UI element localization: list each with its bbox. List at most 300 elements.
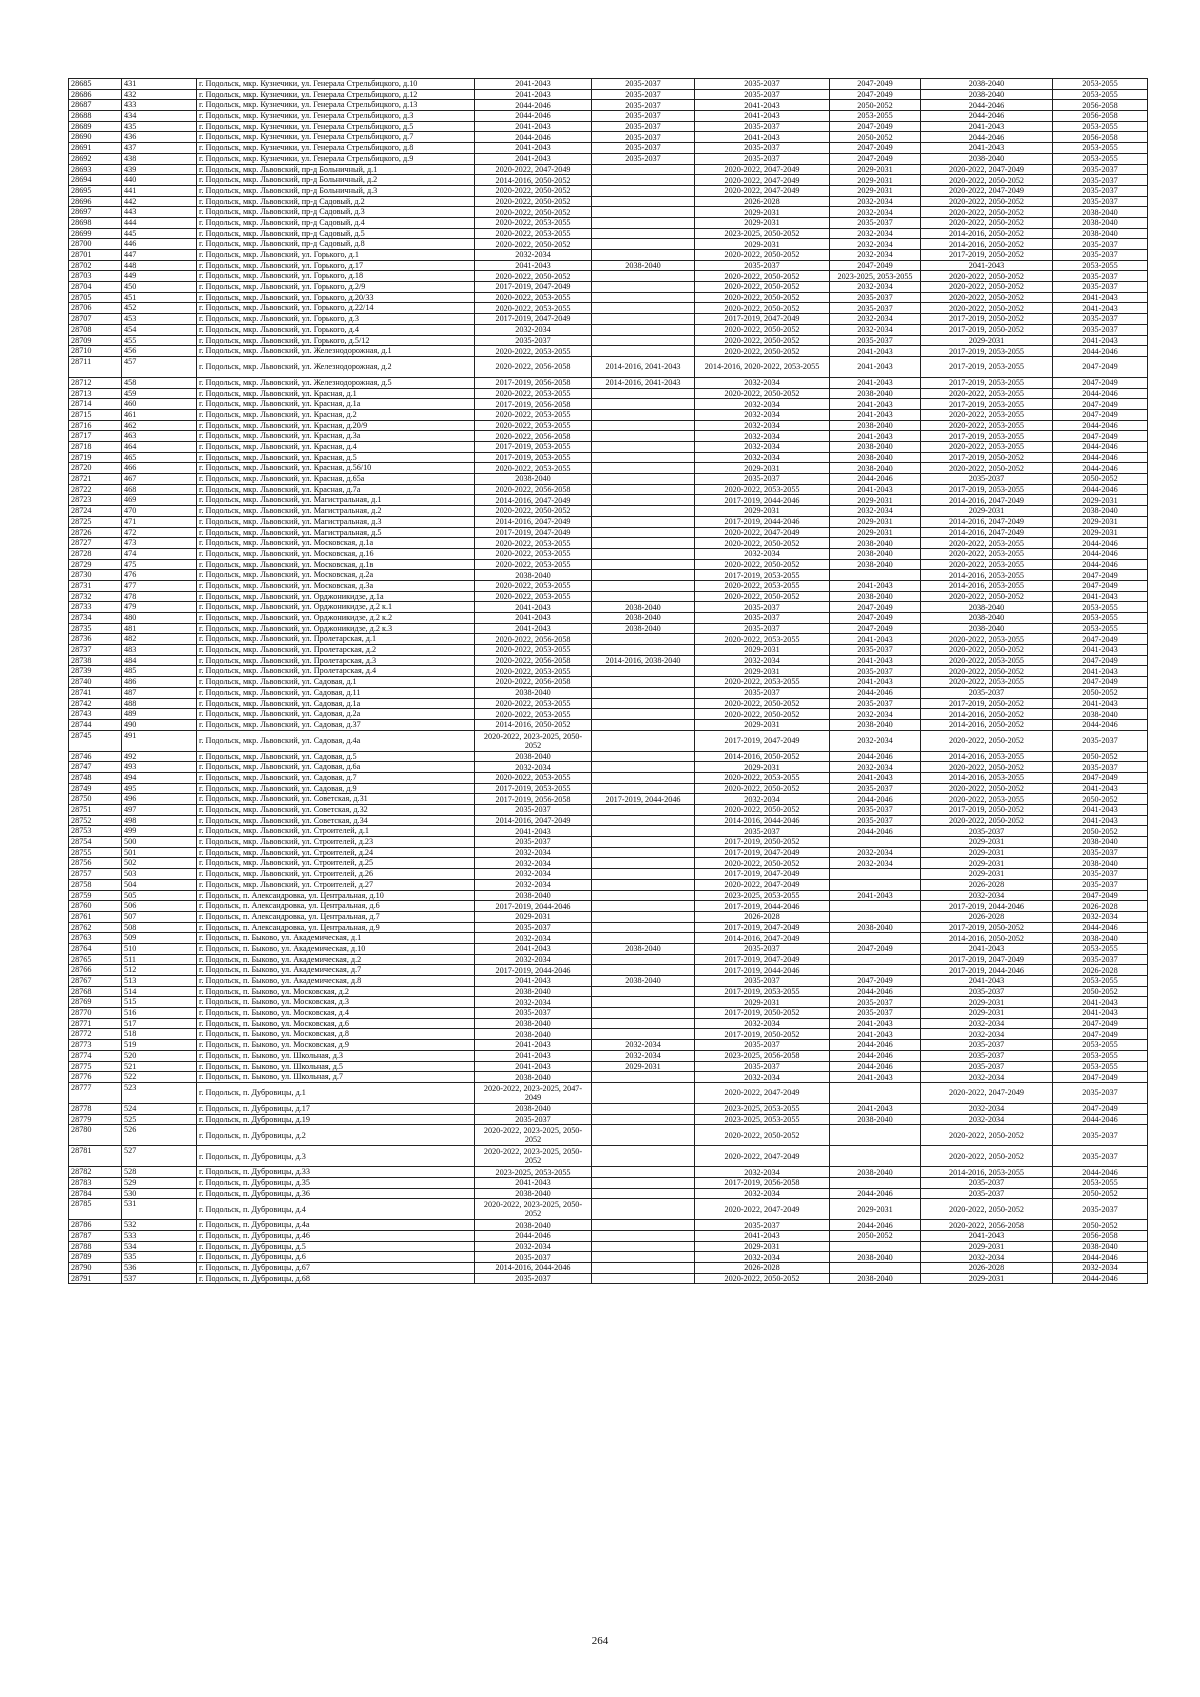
address-cell: г. Подольск, мкр. Львовский, ул. Садовая, д.4а (197, 730, 475, 751)
period-cell-5: 2020-2022, 2050-2052 (921, 1125, 1053, 1146)
period-cell-6: 2035-2037 (1053, 730, 1148, 751)
table-row (69, 196, 1148, 207)
period-cell-3: 2020-2022, 2047-2049 (695, 1199, 830, 1220)
table-row (69, 709, 1148, 720)
table-row (69, 260, 1148, 271)
period-cell-1: 2041-2043 (475, 260, 592, 271)
period-cell-4: 2035-2037 (830, 698, 921, 709)
row-number-cell: 442 (122, 196, 197, 207)
row-number-cell: 537 (122, 1273, 197, 1284)
period-cell-6: 2035-2037 (1053, 239, 1148, 250)
period-cell-2: 2035-2037 (592, 111, 695, 122)
record-id-cell: 28766 (69, 965, 122, 976)
period-cell-3: 2041-2043 (695, 100, 830, 111)
period-cell-1: 2014-2016, 2050-2052 (475, 719, 592, 730)
address-cell: г. Подольск, мкр. Львовский, ул. Железнодорожная, д.1 (197, 346, 475, 357)
address-cell: г. Подольск, мкр. Львовский, ул. Садовая, д.1 (197, 677, 475, 688)
period-cell-5: 2017-2019, 2050-2052 (921, 314, 1053, 325)
period-cell-4: 2038-2040 (830, 1273, 921, 1284)
period-cell-2: 2038-2040 (592, 976, 695, 987)
period-cell-4: 2050-2052 (830, 1231, 921, 1242)
period-cell-3: 2032-2034 (695, 1188, 830, 1199)
record-id-cell: 28789 (69, 1252, 122, 1263)
table-row (69, 228, 1148, 239)
period-cell-4: 2044-2046 (830, 826, 921, 837)
period-cell-2 (592, 303, 695, 314)
period-cell-5: 2032-2034 (921, 1114, 1053, 1125)
address-cell: г. Подольск, мкр. Львовский, ул. Орджоникидзе, д.2 к.1 (197, 602, 475, 613)
period-cell-6: 2041-2043 (1053, 335, 1148, 346)
record-id-cell: 28747 (69, 762, 122, 773)
period-cell-5: 2017-2019, 2053-2055 (921, 377, 1053, 388)
period-cell-4 (830, 954, 921, 965)
address-cell: г. Подольск, мкр. Львовский, ул. Красная, д.5 (197, 452, 475, 463)
table-row (69, 1050, 1148, 1061)
period-cell-3: 2029-2031 (695, 239, 830, 250)
record-id-cell: 28758 (69, 879, 122, 890)
period-cell-1: 2020-2022, 2056-2058 (475, 677, 592, 688)
period-cell-3: 2041-2043 (695, 132, 830, 143)
period-cell-6: 2035-2037 (1053, 196, 1148, 207)
record-id-cell: 28780 (69, 1125, 122, 1146)
period-cell-3: 2014-2016, 2050-2052 (695, 751, 830, 762)
row-number-cell: 533 (122, 1231, 197, 1242)
period-cell-1: 2017-2019, 2056-2058 (475, 794, 592, 805)
period-cell-3: 2032-2034 (695, 794, 830, 805)
period-cell-6: 2035-2037 (1053, 185, 1148, 196)
period-cell-1: 2020-2022, 2050-2052 (475, 207, 592, 218)
period-cell-3: 2035-2037 (695, 826, 830, 837)
period-cell-4: 2047-2049 (830, 79, 921, 90)
period-cell-1: 2032-2034 (475, 762, 592, 773)
period-cell-4: 2035-2037 (830, 815, 921, 826)
period-cell-4: 2041-2043 (830, 677, 921, 688)
table-row (69, 719, 1148, 730)
period-cell-4: 2041-2043 (830, 346, 921, 357)
period-cell-6: 2047-2049 (1053, 570, 1148, 581)
address-cell: г. Подольск, п. Дубровицы, д.46 (197, 1231, 475, 1242)
period-cell-1: 2035-2037 (475, 837, 592, 848)
row-number-cell: 516 (122, 1008, 197, 1019)
period-cell-4: 2032-2034 (830, 730, 921, 751)
period-cell-1: 2017-2019, 2047-2049 (475, 282, 592, 293)
period-cell-6: 2038-2040 (1053, 506, 1148, 517)
period-cell-1: 2041-2043 (475, 602, 592, 613)
period-cell-4: 2029-2031 (830, 185, 921, 196)
period-cell-4: 2032-2034 (830, 239, 921, 250)
table-row (69, 1199, 1148, 1220)
table-row (69, 442, 1148, 453)
period-cell-4: 2038-2040 (830, 420, 921, 431)
table-row (69, 282, 1148, 293)
table-row (69, 815, 1148, 826)
row-number-cell: 447 (122, 250, 197, 261)
period-cell-6: 2056-2058 (1053, 111, 1148, 122)
period-cell-6: 2035-2037 (1053, 164, 1148, 175)
record-id-cell: 28704 (69, 282, 122, 293)
period-cell-1: 2041-2043 (475, 1177, 592, 1188)
record-id-cell: 28690 (69, 132, 122, 143)
row-number-cell: 474 (122, 548, 197, 559)
record-id-cell: 28769 (69, 997, 122, 1008)
period-cell-3: 2032-2034 (695, 1072, 830, 1083)
period-cell-4: 2041-2043 (830, 377, 921, 388)
period-cell-4: 2041-2043 (830, 431, 921, 442)
table-row (69, 185, 1148, 196)
period-cell-2 (592, 911, 695, 922)
period-cell-1: 2032-2034 (475, 869, 592, 880)
period-cell-2: 2038-2040 (592, 613, 695, 624)
period-cell-3: 2017-2019, 2047-2049 (695, 847, 830, 858)
period-cell-4: 2050-2052 (830, 100, 921, 111)
period-cell-6: 2050-2052 (1053, 1188, 1148, 1199)
row-number-cell: 451 (122, 292, 197, 303)
period-cell-6: 2041-2043 (1053, 997, 1148, 1008)
table-row (69, 911, 1148, 922)
period-cell-2 (592, 239, 695, 250)
address-cell: г. Подольск, п. Дубровицы, д.4а (197, 1220, 475, 1231)
record-id-cell: 28745 (69, 730, 122, 751)
row-number-cell: 454 (122, 324, 197, 335)
table-row (69, 474, 1148, 485)
period-cell-6: 2044-2046 (1053, 548, 1148, 559)
row-number-cell: 491 (122, 730, 197, 751)
address-cell: г. Подольск, мкр. Львовский, ул. Красная, д.3а (197, 431, 475, 442)
period-cell-6: 2044-2046 (1053, 1114, 1148, 1125)
period-cell-5: 2038-2040 (921, 153, 1053, 164)
period-cell-2 (592, 933, 695, 944)
record-id-cell: 28735 (69, 623, 122, 634)
table-row (69, 1188, 1148, 1199)
period-cell-5: 2038-2040 (921, 602, 1053, 613)
period-cell-4 (830, 901, 921, 912)
table-row (69, 677, 1148, 688)
period-cell-6: 2050-2052 (1053, 986, 1148, 997)
record-id-cell: 28732 (69, 591, 122, 602)
period-cell-3: 2020-2022, 2047-2049 (695, 879, 830, 890)
period-cell-5: 2020-2022, 2050-2052 (921, 762, 1053, 773)
period-cell-2 (592, 666, 695, 677)
period-cell-3: 2020-2022, 2050-2052 (695, 858, 830, 869)
record-id-cell: 28785 (69, 1199, 122, 1220)
period-cell-6: 2047-2049 (1053, 409, 1148, 420)
period-cell-4: 2047-2049 (830, 121, 921, 132)
period-cell-4 (830, 933, 921, 944)
period-cell-3: 2020-2022, 2053-2055 (695, 580, 830, 591)
record-id-cell: 28701 (69, 250, 122, 261)
period-cell-6: 2044-2046 (1053, 420, 1148, 431)
period-cell-4: 2044-2046 (830, 1040, 921, 1051)
period-cell-6: 2053-2055 (1053, 260, 1148, 271)
address-cell: г. Подольск, мкр. Львовский, пр-д Садовый, д.8 (197, 239, 475, 250)
period-cell-4: 2041-2043 (830, 634, 921, 645)
record-id-cell: 28721 (69, 474, 122, 485)
table-row (69, 175, 1148, 186)
period-cell-6: 2038-2040 (1053, 1241, 1148, 1252)
period-cell-5: 2020-2022, 2050-2052 (921, 666, 1053, 677)
address-cell: г. Подольск, п. Быково, ул. Московская, д.8 (197, 1029, 475, 1040)
period-cell-5: 2020-2022, 2050-2052 (921, 217, 1053, 228)
record-id-cell: 28712 (69, 377, 122, 388)
period-cell-2 (592, 1103, 695, 1114)
period-cell-3: 2017-2019, 2056-2058 (695, 1177, 830, 1188)
address-cell: г. Подольск, мкр. Львовский, ул. Магистральная, д.5 (197, 527, 475, 538)
period-cell-5: 2017-2019, 2050-2052 (921, 324, 1053, 335)
period-cell-5: 2014-2016, 2053-2055 (921, 580, 1053, 591)
address-cell: г. Подольск, мкр. Львовский, ул. Строителей, д.27 (197, 879, 475, 890)
period-cell-1: 2017-2019, 2053-2055 (475, 452, 592, 463)
period-cell-3: 2035-2037 (695, 89, 830, 100)
table-row (69, 666, 1148, 677)
address-cell: г. Подольск, п. Дубровицы, д.2 (197, 1125, 475, 1146)
record-id-cell: 28754 (69, 837, 122, 848)
period-cell-2 (592, 591, 695, 602)
period-cell-1: 2020-2022, 2023-2025, 2050-2052 (475, 730, 592, 751)
period-cell-5: 2020-2022, 2050-2052 (921, 783, 1053, 794)
row-number-cell: 485 (122, 666, 197, 677)
period-cell-3: 2035-2037 (695, 1061, 830, 1072)
period-cell-1: 2041-2043 (475, 943, 592, 954)
period-cell-2: 2035-2037 (592, 89, 695, 100)
record-id-cell: 28737 (69, 645, 122, 656)
period-cell-3: 2020-2022, 2053-2055 (695, 634, 830, 645)
table-row (69, 100, 1148, 111)
record-id-cell: 28719 (69, 452, 122, 463)
period-cell-5: 2026-2028 (921, 879, 1053, 890)
period-cell-5: 2020-2022, 2050-2052 (921, 175, 1053, 186)
record-id-cell: 28722 (69, 484, 122, 495)
period-cell-3: 2023-2025, 2050-2052 (695, 228, 830, 239)
period-cell-2: 2038-2040 (592, 260, 695, 271)
address-cell: г. Подольск, мкр. Кузнечики, ул. Генерала Стрельбицкого, д.7 (197, 132, 475, 143)
period-cell-4 (830, 1241, 921, 1252)
row-number-cell: 469 (122, 495, 197, 506)
record-id-cell: 28723 (69, 495, 122, 506)
period-cell-6: 2035-2037 (1053, 762, 1148, 773)
period-cell-3: 2017-2019, 2047-2049 (695, 922, 830, 933)
table-row (69, 388, 1148, 399)
table-row (69, 314, 1148, 325)
period-cell-1: 2020-2022, 2050-2052 (475, 196, 592, 207)
period-cell-5: 2020-2022, 2053-2055 (921, 559, 1053, 570)
period-cell-6: 2047-2049 (1053, 634, 1148, 645)
period-cell-5: 2020-2022, 2053-2055 (921, 655, 1053, 666)
period-cell-4 (830, 911, 921, 922)
period-cell-3: 2020-2022, 2050-2052 (695, 335, 830, 346)
row-number-cell: 536 (122, 1263, 197, 1274)
period-cell-5: 2026-2028 (921, 1263, 1053, 1274)
period-cell-3: 2035-2037 (695, 613, 830, 624)
period-cell-6: 2038-2040 (1053, 858, 1148, 869)
table-row (69, 976, 1148, 987)
period-cell-5: 2014-2016, 2047-2049 (921, 527, 1053, 538)
period-cell-6: 2044-2046 (1053, 922, 1148, 933)
address-cell: г. Подольск, мкр. Львовский, ул. Строителей, д.25 (197, 858, 475, 869)
period-cell-1: 2041-2043 (475, 623, 592, 634)
row-number-cell: 530 (122, 1188, 197, 1199)
period-cell-1: 2020-2022, 2053-2055 (475, 409, 592, 420)
period-cell-5: 2017-2019, 2050-2052 (921, 452, 1053, 463)
period-cell-1: 2035-2037 (475, 1114, 592, 1125)
table-row (69, 1040, 1148, 1051)
record-id-cell: 28724 (69, 506, 122, 517)
period-cell-1: 2041-2043 (475, 613, 592, 624)
table-row (69, 1114, 1148, 1125)
record-id-cell: 28699 (69, 228, 122, 239)
period-cell-4: 2035-2037 (830, 645, 921, 656)
period-cell-3: 2035-2037 (695, 1220, 830, 1231)
row-number-cell: 499 (122, 826, 197, 837)
row-number-cell: 475 (122, 559, 197, 570)
address-cell: г. Подольск, п. Дубровицы, д.33 (197, 1167, 475, 1178)
row-number-cell: 515 (122, 997, 197, 1008)
period-cell-2 (592, 527, 695, 538)
period-cell-3: 2029-2031 (695, 762, 830, 773)
record-id-cell: 28770 (69, 1008, 122, 1019)
record-id-cell: 28711 (69, 356, 122, 377)
record-id-cell: 28686 (69, 89, 122, 100)
period-cell-6: 2038-2040 (1053, 933, 1148, 944)
period-cell-6: 2053-2055 (1053, 1050, 1148, 1061)
table-row (69, 111, 1148, 122)
address-cell: г. Подольск, мкр. Львовский, ул. Горького, д.22/14 (197, 303, 475, 314)
period-cell-6: 2047-2049 (1053, 356, 1148, 377)
period-cell-5: 2017-2019, 2044-2046 (921, 901, 1053, 912)
period-cell-3: 2029-2031 (695, 997, 830, 1008)
period-cell-6: 2029-2031 (1053, 495, 1148, 506)
record-id-cell: 28720 (69, 463, 122, 474)
period-cell-3: 2035-2037 (695, 143, 830, 154)
address-cell: г. Подольск, мкр. Львовский, ул. Магистральная, д.2 (197, 506, 475, 517)
period-cell-4: 2038-2040 (830, 548, 921, 559)
address-cell: г. Подольск, п. Дубровицы, д.5 (197, 1241, 475, 1252)
period-cell-5: 2014-2016, 2047-2049 (921, 495, 1053, 506)
period-cell-3: 2035-2037 (695, 121, 830, 132)
period-cell-1: 2017-2019, 2044-2046 (475, 901, 592, 912)
address-cell: г. Подольск, мкр. Львовский, ул. Советская, д.31 (197, 794, 475, 805)
period-cell-5: 2032-2034 (921, 1029, 1053, 1040)
period-cell-4: 2035-2037 (830, 292, 921, 303)
row-number-cell: 494 (122, 772, 197, 783)
period-cell-2 (592, 185, 695, 196)
row-number-cell: 498 (122, 815, 197, 826)
period-cell-1: 2041-2043 (475, 89, 592, 100)
period-cell-3: 2032-2034 (695, 377, 830, 388)
address-cell: г. Подольск, п. Быково, ул. Академическая, д.7 (197, 965, 475, 976)
period-cell-3: 2032-2034 (695, 420, 830, 431)
period-cell-2 (592, 965, 695, 976)
period-cell-6: 2041-2043 (1053, 591, 1148, 602)
period-cell-6: 2038-2040 (1053, 709, 1148, 720)
period-cell-5: 2035-2037 (921, 474, 1053, 485)
period-cell-3: 2014-2016, 2044-2046 (695, 815, 830, 826)
period-cell-6: 2038-2040 (1053, 217, 1148, 228)
record-id-cell: 28755 (69, 847, 122, 858)
period-cell-2: 2017-2019, 2044-2046 (592, 794, 695, 805)
period-cell-2 (592, 164, 695, 175)
record-id-cell: 28752 (69, 815, 122, 826)
period-cell-1: 2032-2034 (475, 847, 592, 858)
period-cell-2 (592, 847, 695, 858)
period-cell-5: 2020-2022, 2050-2052 (921, 1199, 1053, 1220)
period-cell-2: 2035-2037 (592, 121, 695, 132)
period-cell-5: 2041-2043 (921, 121, 1053, 132)
period-cell-2: 2032-2034 (592, 1050, 695, 1061)
record-id-cell: 28685 (69, 79, 122, 90)
period-cell-2 (592, 474, 695, 485)
period-cell-2 (592, 452, 695, 463)
period-cell-5: 2044-2046 (921, 132, 1053, 143)
table-row (69, 153, 1148, 164)
period-cell-1: 2020-2022, 2023-2025, 2050-2052 (475, 1146, 592, 1167)
period-cell-1: 2020-2022, 2050-2052 (475, 506, 592, 517)
row-number-cell: 437 (122, 143, 197, 154)
period-cell-4: 2044-2046 (830, 687, 921, 698)
period-cell-2 (592, 559, 695, 570)
period-cell-6: 2041-2043 (1053, 783, 1148, 794)
period-cell-2 (592, 196, 695, 207)
period-cell-3: 2020-2022, 2050-2052 (695, 559, 830, 570)
table-row (69, 826, 1148, 837)
row-number-cell: 463 (122, 431, 197, 442)
table-row (69, 79, 1148, 90)
record-id-cell: 28736 (69, 634, 122, 645)
period-cell-4: 2053-2055 (830, 111, 921, 122)
address-cell: г. Подольск, мкр. Львовский, ул. Садовая, д.37 (197, 719, 475, 730)
address-cell: г. Подольск, мкр. Львовский, ул. Железнодорожная, д.2 (197, 356, 475, 377)
table-row (69, 922, 1148, 933)
period-cell-4: 2041-2043 (830, 890, 921, 901)
period-cell-5: 2020-2022, 2047-2049 (921, 185, 1053, 196)
period-cell-2: 2014-2016, 2038-2040 (592, 655, 695, 666)
period-cell-4: 2044-2046 (830, 1050, 921, 1061)
address-cell: г. Подольск, мкр. Львовский, ул. Горького, д.1 (197, 250, 475, 261)
period-cell-3: 2029-2031 (695, 463, 830, 474)
period-cell-5: 2032-2034 (921, 1072, 1053, 1083)
address-cell: г. Подольск, мкр. Львовский, ул. Московская, д.16 (197, 548, 475, 559)
period-cell-6: 2044-2046 (1053, 452, 1148, 463)
period-cell-1: 2044-2046 (475, 100, 592, 111)
period-cell-6: 2053-2055 (1053, 1040, 1148, 1051)
table-row (69, 1273, 1148, 1284)
address-cell: г. Подольск, мкр. Львовский, ул. Пролетарская, д.1 (197, 634, 475, 645)
period-cell-5: 2029-2031 (921, 335, 1053, 346)
period-cell-4: 2038-2040 (830, 719, 921, 730)
period-cell-2 (592, 858, 695, 869)
period-cell-6: 2035-2037 (1053, 324, 1148, 335)
record-id-cell: 28739 (69, 666, 122, 677)
row-number-cell: 473 (122, 538, 197, 549)
period-cell-1: 2032-2034 (475, 250, 592, 261)
table-row (69, 1008, 1148, 1019)
period-cell-6: 2035-2037 (1053, 869, 1148, 880)
period-cell-5: 2020-2022, 2050-2052 (921, 292, 1053, 303)
period-cell-2 (592, 346, 695, 357)
row-number-cell: 464 (122, 442, 197, 453)
period-cell-4: 2050-2052 (830, 132, 921, 143)
period-cell-4: 2035-2037 (830, 783, 921, 794)
table-row (69, 847, 1148, 858)
address-cell: г. Подольск, мкр. Львовский, ул. Красная, д.56/10 (197, 463, 475, 474)
period-cell-3: 2029-2031 (695, 645, 830, 656)
period-cell-1: 2020-2022, 2023-2025, 2050-2052 (475, 1199, 592, 1220)
table-row (69, 484, 1148, 495)
period-cell-5: 2029-2031 (921, 1008, 1053, 1019)
row-number-cell: 529 (122, 1177, 197, 1188)
address-cell: г. Подольск, мкр. Кузнечики, ул. Генерала Стрельбицкого, д.13 (197, 100, 475, 111)
period-cell-2 (592, 1177, 695, 1188)
address-cell: г. Подольск, мкр. Львовский, пр-д Больничный, д.2 (197, 175, 475, 186)
